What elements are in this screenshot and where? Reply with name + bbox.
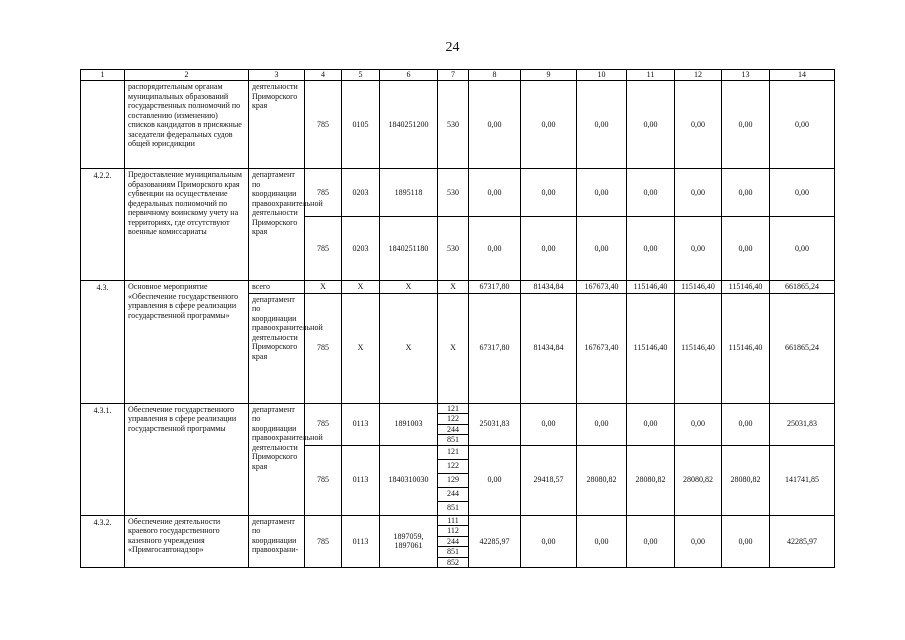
cell-value: 0,00	[722, 81, 770, 169]
cell-expense-type: 122	[438, 414, 469, 425]
row-executor: департамент по координации правоохранительной деятельности Приморского края	[249, 169, 305, 281]
header-cell: 2	[125, 70, 249, 81]
header-cell: 3	[249, 70, 305, 81]
cell-value: 25031,83	[469, 403, 521, 445]
cell-target: 1840310030	[380, 445, 438, 515]
row-number	[81, 81, 125, 169]
budget-table	[80, 69, 835, 568]
row-description: Основное мероприятие «Обеспечение государственного управления в сфере реализации государственной программы»	[125, 281, 249, 404]
table-row	[81, 169, 835, 217]
header-cell: 11	[627, 70, 675, 81]
cell-value: 0,00	[627, 81, 675, 169]
cell-expense-type: 530	[438, 169, 469, 217]
cell-value: 0,00	[770, 169, 835, 217]
cell-section: 0113	[342, 515, 380, 568]
row-description: Обеспечение деятельности краевого государственного казенного учреждения «Примгосавтонадзор»	[125, 515, 249, 568]
cell-value: 0,00	[722, 403, 770, 445]
cell-grbs: 785	[305, 445, 342, 515]
cell-expense-type: 129	[438, 473, 469, 487]
cell-section: 0203	[342, 169, 380, 217]
row-number: 4.3.	[81, 281, 125, 404]
header-cell: 14	[770, 70, 835, 81]
cell-expense-type: X	[438, 293, 469, 403]
cell-value: 0,00	[577, 403, 627, 445]
cell-value: 0,00	[722, 515, 770, 568]
row-executor: департамент по координации правоохрани-	[249, 515, 305, 568]
cell-section: 0105	[342, 81, 380, 169]
cell-target: X	[380, 293, 438, 403]
cell-value: 42285,97	[469, 515, 521, 568]
cell-value: 141741,85	[770, 445, 835, 515]
row-description: Предоставление муниципальным образованиям Приморского края субвенции на осуществление федеральных полномочий по первичному воинскому учету на территориях, где отсутствуют военные комиссариаты	[125, 169, 249, 281]
cell-expense-type: 530	[438, 81, 469, 169]
table-row	[81, 515, 835, 526]
cell-target: 1840251180	[380, 217, 438, 281]
cell-value: 0,00	[675, 515, 722, 568]
cell-section: 0113	[342, 403, 380, 445]
cell-value: 29418,57	[521, 445, 577, 515]
header-cell: 12	[675, 70, 722, 81]
row-description: Обеспечение государственного управления в сфере реализации государственной программы	[125, 403, 249, 515]
cell-value: 0,00	[577, 217, 627, 281]
cell-expense-type: 122	[438, 459, 469, 473]
cell-value: 28080,82	[675, 445, 722, 515]
cell-value: 661865,24	[770, 281, 835, 294]
cell-expense-type: 851	[438, 501, 469, 515]
header-cell: 7	[438, 70, 469, 81]
cell-expense-type: 244	[438, 536, 469, 547]
cell-grbs: 785	[305, 293, 342, 403]
cell-value: 0,00	[521, 81, 577, 169]
cell-section: 0203	[342, 217, 380, 281]
cell-value: 0,00	[675, 403, 722, 445]
header-cell: 9	[521, 70, 577, 81]
cell-value: 67317,80	[469, 293, 521, 403]
cell-value: 0,00	[469, 81, 521, 169]
cell-value: 0,00	[675, 217, 722, 281]
cell-value: 0,00	[521, 515, 577, 568]
cell-value: 167673,40	[577, 293, 627, 403]
cell-value: 661865,24	[770, 293, 835, 403]
cell-value: 0,00	[675, 169, 722, 217]
cell-expense-type: 244	[438, 424, 469, 435]
cell-value: 0,00	[521, 169, 577, 217]
cell-value: 0,00	[675, 81, 722, 169]
row-executor: всего	[249, 281, 305, 294]
cell-expense-type: 852	[438, 557, 469, 568]
cell-value: 0,00	[627, 217, 675, 281]
cell-grbs: 785	[305, 81, 342, 169]
cell-value: 0,00	[521, 403, 577, 445]
header-cell: 10	[577, 70, 627, 81]
table-row	[81, 403, 835, 414]
cell-section: X	[342, 293, 380, 403]
cell-expense-type: 121	[438, 403, 469, 414]
page-number: 24	[445, 40, 460, 55]
cell-grbs: 785	[305, 217, 342, 281]
cell-value: 115146,40	[627, 293, 675, 403]
cell-target: 1897059, 1897061	[380, 515, 438, 568]
cell-section: X	[342, 281, 380, 294]
cell-value: 28080,82	[627, 445, 675, 515]
cell-expense-type: 112	[438, 526, 469, 537]
cell-expense-type: 530	[438, 217, 469, 281]
cell-expense-type: 121	[438, 445, 469, 459]
row-number: 4.3.2.	[81, 515, 125, 568]
cell-value: 81434,84	[521, 293, 577, 403]
table-row	[81, 281, 835, 294]
table-row	[81, 81, 835, 169]
cell-value: 0,00	[722, 217, 770, 281]
cell-grbs: 785	[305, 515, 342, 568]
header-row	[81, 70, 835, 81]
cell-value: 0,00	[627, 403, 675, 445]
row-executor: деятельности Приморского края	[249, 81, 305, 169]
row-executor: департамент по координации правоохранительной деятельности Приморского края	[249, 293, 305, 403]
cell-value: 0,00	[577, 515, 627, 568]
cell-grbs: X	[305, 281, 342, 294]
cell-value: 0,00	[577, 169, 627, 217]
cell-value: 0,00	[722, 169, 770, 217]
header-cell: 13	[722, 70, 770, 81]
cell-target: 1840251200	[380, 81, 438, 169]
cell-value: 115146,40	[722, 281, 770, 294]
cell-section: 0113	[342, 445, 380, 515]
row-executor: департамент по координации правоохранительной деятельности Приморского края	[249, 403, 305, 515]
cell-value: 81434,84	[521, 281, 577, 294]
cell-target: 1895118	[380, 169, 438, 217]
cell-expense-type: X	[438, 281, 469, 294]
cell-expense-type: 111	[438, 515, 469, 526]
cell-value: 0,00	[770, 217, 835, 281]
cell-grbs: 785	[305, 169, 342, 217]
header-cell: 5	[342, 70, 380, 81]
cell-target: X	[380, 281, 438, 294]
cell-value: 28080,82	[722, 445, 770, 515]
cell-value: 0,00	[577, 81, 627, 169]
header-cell: 6	[380, 70, 438, 81]
cell-value: 0,00	[521, 217, 577, 281]
cell-expense-type: 851	[438, 547, 469, 558]
cell-value: 167673,40	[577, 281, 627, 294]
cell-value: 115146,40	[675, 281, 722, 294]
cell-expense-type: 244	[438, 487, 469, 501]
cell-value: 28080,82	[577, 445, 627, 515]
row-number: 4.3.1.	[81, 403, 125, 515]
cell-value: 0,00	[627, 515, 675, 568]
cell-value: 42285,97	[770, 515, 835, 568]
row-description: распорядительным органам муниципальных образований государственных полномочий по составлению (изменению) списков кандидатов в присяжные заседатели федеральных судов общей юрисдикции	[125, 81, 249, 169]
row-number: 4.2.2.	[81, 169, 125, 281]
cell-expense-type: 851	[438, 435, 469, 446]
header-cell: 4	[305, 70, 342, 81]
cell-value: 115146,40	[722, 293, 770, 403]
cell-value: 0,00	[469, 217, 521, 281]
header-cell: 8	[469, 70, 521, 81]
cell-value: 0,00	[770, 81, 835, 169]
cell-value: 0,00	[469, 445, 521, 515]
cell-value: 25031,83	[770, 403, 835, 445]
header-cell: 1	[81, 70, 125, 81]
cell-value: 67317,80	[469, 281, 521, 294]
cell-grbs: 785	[305, 403, 342, 445]
cell-value: 0,00	[627, 169, 675, 217]
cell-value: 0,00	[469, 169, 521, 217]
cell-value: 115146,40	[627, 281, 675, 294]
cell-value: 115146,40	[675, 293, 722, 403]
cell-target: 1891003	[380, 403, 438, 445]
